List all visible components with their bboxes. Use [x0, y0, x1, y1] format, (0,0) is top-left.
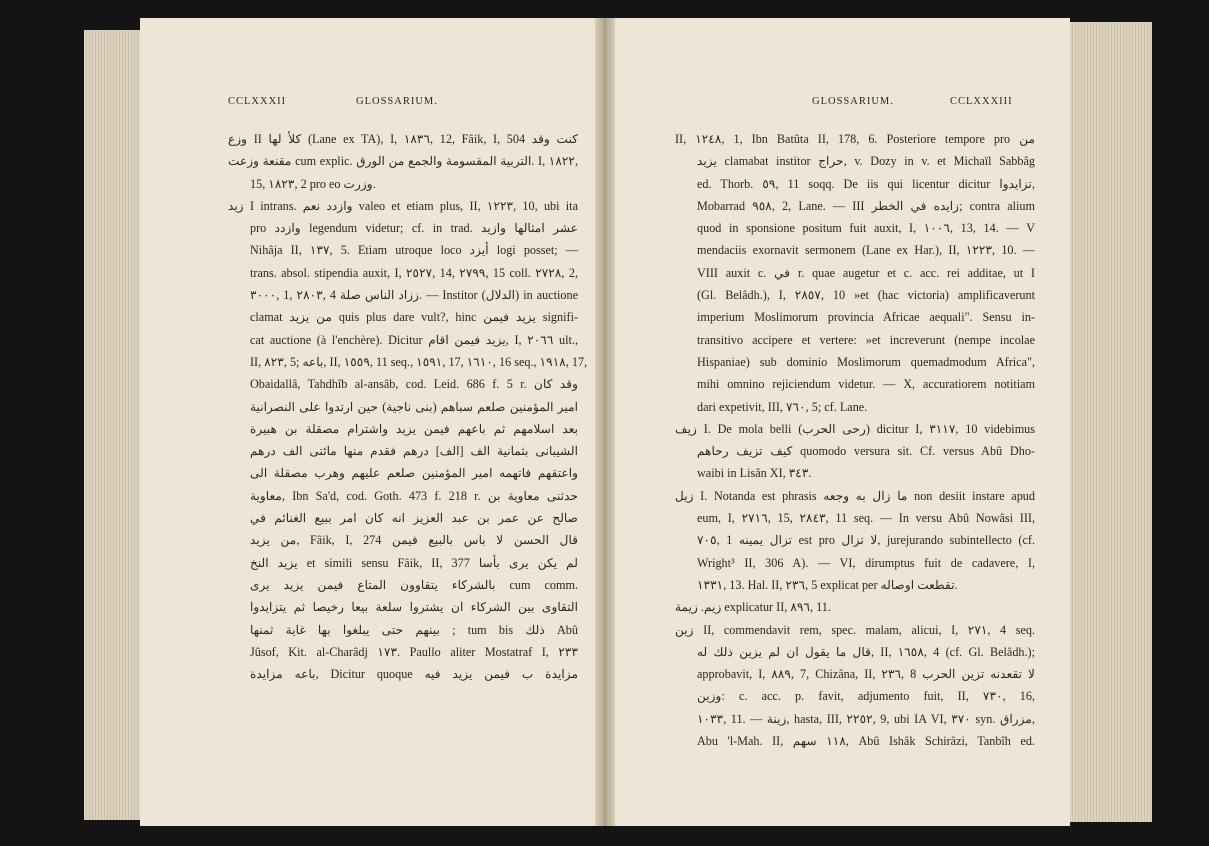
- text-line: من يزيد, Fâik, I, 274 قال الحسن لا باس بالبيع فيمن: [250, 533, 578, 548]
- text-line: زيل I. Notanda est phrasis ما زال به وجعه non desiit instare apud: [675, 488, 1035, 503]
- text-line: كيف تزيف رحاهم quomodo versura sit. Cf. versus Abû Dho-: [697, 444, 1035, 459]
- text-line: زين II, commendavit rem, spec. malam, alicui, I, ٢٧١, 4 seq.: [675, 622, 1035, 637]
- text-line: pro وازدد legendum videtur; cf. in trad. عشر امثالها وازيد: [250, 221, 578, 236]
- text-line: Mobarrad ٩٥٨, 2, Lane. — III زايده في الخطر; contra alium: [697, 198, 1035, 213]
- text-line: وزين: c. acc. p. favit, adjumento fuit, II, ٧٣٠, 16,: [697, 689, 1035, 704]
- text-line: Abu 'l-Mah. II, ١١٨ سهم, Abû Ishâk Schirâzi, Tanbîh ed.: [697, 734, 1035, 749]
- text-line: زيد I intrans. وازدد نعم valeo et etiam plus, II, ١٢٢٣, 10, ubi ita: [228, 198, 578, 213]
- right-page-number: CCLXXXIII: [950, 96, 1013, 107]
- left-page-edges: [84, 30, 140, 820]
- text-line: Hispaniae) sub dominio Moslimorum quemadmodum Africa",: [697, 354, 1035, 369]
- text-line: quod in sponsione positum fuit auxit, I, ١٠٠٦, 13, 14. — V: [697, 221, 1035, 236]
- text-line: trans. absol. stipendia auxit, I, ٢٥٢٧, 14, ٢٧٩٩, 15 coll. ٢٧٢٨, 2,: [250, 265, 578, 280]
- text-line: بينهم حتى يبلغوا بها غاية ثمنها ; tum bis ذلك Abû: [250, 622, 578, 637]
- text-line: قال ما يقول ان لم يزين ذلك له, II, ١٦٥٨, 4 (cf. Gl. Belâdh.);: [697, 644, 1035, 659]
- text-line: approbavit, I, ٨٨٩, 7, Chizâna, II, ٢٣٦, 8 لا تقعدنه تزين الحرب: [697, 667, 1035, 682]
- text-line: صالح عن عمر بن عبد العزيز انه كان امر ببيع الغنائم في: [250, 511, 578, 526]
- text-line: imperium Moslimorum provincia Africae aequali". Sensu in-: [697, 310, 1035, 325]
- text-line: ٣٠٠٠, 1, ٢٨٠٣, 4 ززاد الناس صلة. — Institor (الدلال) in auctione: [250, 288, 579, 303]
- text-line: II, ٨٢٣, 5; باعه, II, ١٥٥٩, 11 seq., ١٥٩١, 17, ١٦١٠, 16 seq., ١٩١٨, 17,: [250, 354, 588, 369]
- text-line: transitivo accipere et vertere: »et increverunt (nempe incolae: [697, 332, 1035, 347]
- right-page: [615, 18, 1070, 826]
- text-line: mendaciis exornavit sermonem (Lane ex Har.), II, ١٢٢٣, 10. —: [697, 243, 1035, 258]
- text-line: بالشركاء يتقاوون المتاع فيمن يزيد يرى cum comm.: [250, 577, 578, 592]
- open-book: [140, 18, 1070, 826]
- text-line: II, ١٢٤٨, 1, Ibn Batûta II, 178, 6. Posteriore tempore pro من: [675, 132, 1035, 146]
- text-line: VIII auxit c. في r. quae augetur et c. acc. rei additae, ut I: [697, 265, 1035, 280]
- text-line: ١٣٣١, 13. Hal. II, ٢٣٦, 5 explicat per تقطعت اوصاله.: [697, 577, 958, 592]
- text-line: ٧٠٥, 1 تزال يمينه est pro لا تزال, jurejurando subintellecto (cf.: [697, 533, 1036, 548]
- text-line: يزيد clamabat institor حراج, v. Dozy in v. et Michaïl Sabbâg: [697, 154, 1035, 169]
- text-line: Obaidallâ, Tahdhîb al-ansâb, cod. Leid. 686 f. 5 r. وقد كان: [250, 377, 578, 392]
- text-line: التقاوى بين الشركاء ان يشتروا سلعة بيعا رخيصا ثم يتزايدوا: [250, 600, 578, 615]
- text-line: بعد اسلامهم ثم باعهم فيمن يزيد واشترام مصقلة بن هبيرة: [250, 421, 578, 436]
- text-line: الشيبانى بثمانية الف [الف] درهم فقدم منها مائتى الف درهم: [250, 444, 578, 459]
- text-line: waibi in Lisân XI, ٣٤٣.: [697, 466, 812, 481]
- text-line: Jûsof, Kit. al-Charâdj ١٧٣. Paullo aliter Mostatraf I, ٢٣٣: [250, 644, 579, 659]
- text-line: clamat من يزيد quis plus dare vult?, hinc يزيد فيمن signifi-: [250, 310, 579, 325]
- text-line: باعه مزايدة, Dicitur quoque مزايدة ب فيمن يزيد فيه: [250, 667, 578, 682]
- left-page: [140, 18, 595, 826]
- right-page-edges: [1070, 22, 1152, 822]
- text-line: mihi omnino rejiciendum videtur. — X, accuratiorem notitiam: [697, 377, 1035, 392]
- text-line: 15, ١٨٢٣, 2 pro eo وزرت.: [250, 176, 376, 191]
- text-line: Nihâja II, ١٣٧, 5. Etiam utroque loco أيزد logi posset; —: [250, 243, 578, 258]
- text-line: dari expetivit, III, ٧٦٠, 5; cf. Lane.: [697, 399, 868, 414]
- text-line: زيف I. De mola belli (رحى الحرب) dicitur I, ٣١١٧, 10 videbimus: [675, 421, 1036, 436]
- text-line: ed. Thorb. ٥٩, 11 soqq. De iis qui licentur dicitur تزايدوا,: [697, 176, 1035, 191]
- text-line: واعتقهم فاتهمه امير المؤمنين صلعم عليهم وهرب مصقلة الى: [250, 466, 578, 481]
- book-gutter: [595, 18, 615, 826]
- text-line: معاوية, Ibn Sa'd, cod. Goth. 473 f. 218 r. حدثنى معاوية بن: [250, 488, 578, 503]
- right-running-title: GLOSSARIUM.: [812, 96, 894, 107]
- text-line: وزع II كلأ لها (Lane ex TA), I, ١٨٣٦, 12, Fâik, I, 504 كنت وقد: [228, 132, 578, 146]
- text-line: مقنعة وزعت cum explic. التربية المقسومة والجمع من الورق. I, ١٨٢٢,: [228, 154, 579, 169]
- left-running-title: GLOSSARIUM.: [356, 96, 438, 107]
- left-page-text: [228, 128, 588, 685]
- text-line: ١٠٣٣, 11. — زينة, hasta, III, ٢٢٥٢, 9, ubi IA VI, ٣٧٠ syn. مزراق,: [697, 711, 1035, 726]
- text-line: cat auctione (à l'enchère). Dicitur يزيد فيمن اقام, I, ٢٠٦٦ ult.,: [250, 332, 578, 347]
- text-line: Wright³ II, 306 A). — VI, dirumptus fuit de cadavere, I,: [697, 555, 1035, 570]
- right-page-text: [675, 128, 1035, 752]
- left-page-number: CCLXXXII: [228, 96, 287, 107]
- text-line: eum, I, ٢٧١٦, 15, ٢٨٤٣, 11 seq. — In versu Abû Nowâsi III,: [697, 511, 1035, 526]
- text-line: (Gl. Belâdh.), I, ٢٨٥٧, 10 »et (hac victoria) amplificaverunt: [697, 288, 1036, 303]
- text-line: يزيد النخ et simili sensu Fâik, II, 377 لم يكن يرى بأسا: [250, 555, 578, 570]
- text-line: زيم. زيمة explicatur II, ٨٩٦, 11.: [675, 600, 831, 615]
- text-line: امير المؤمنين صلعم سباهم (بنى ناجية) حين ارتدوا على النصرانية: [250, 399, 578, 414]
